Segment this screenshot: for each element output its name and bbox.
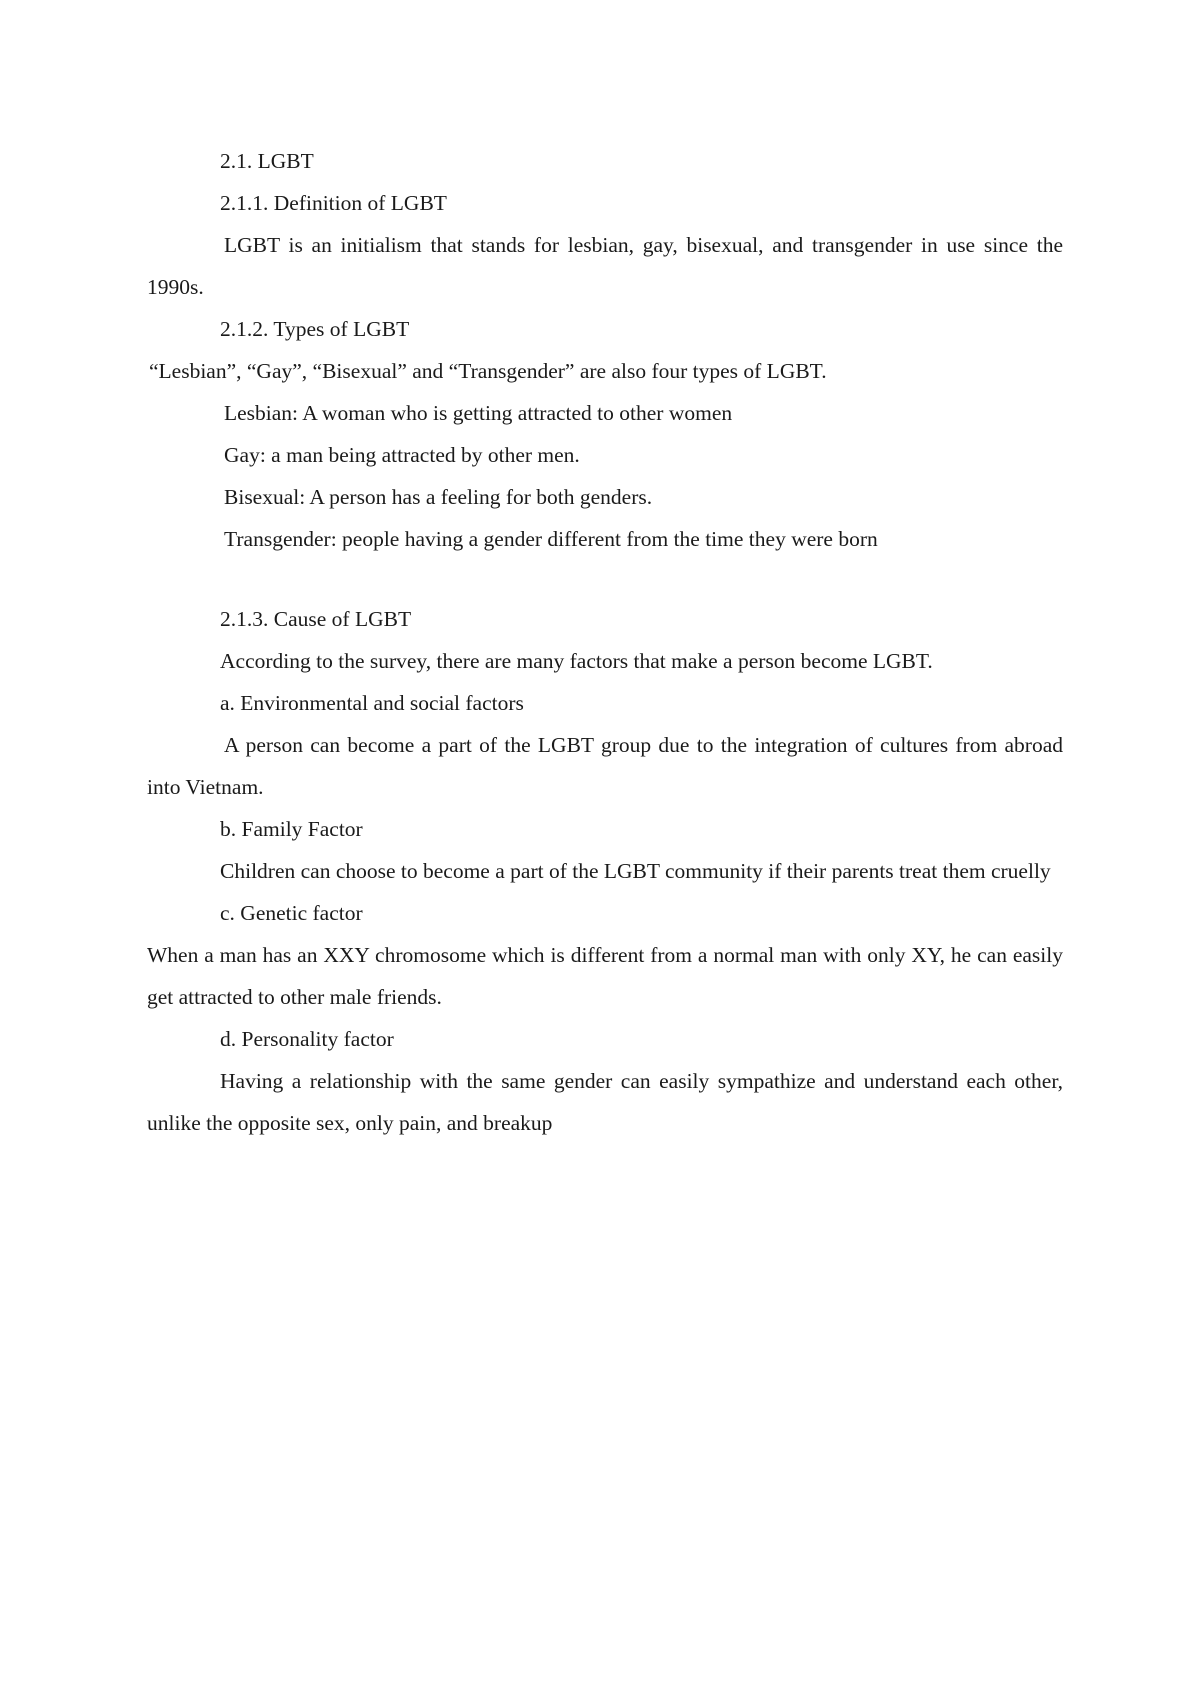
definition-heading: 2.1.1. Definition of LGBT <box>220 191 447 215</box>
document-body <box>147 140 1063 1144</box>
definition-paragraph: LGBT is an initialism that stands for lesbian, gay, bisexual, and transgender in use since the 1990s. <box>147 233 1063 299</box>
factor-d-title: d. Personality factor <box>220 1027 394 1051</box>
factor-c-title: c. Genetic factor <box>220 901 363 925</box>
types-item-gay: Gay: a man being attracted by other men. <box>224 443 580 467</box>
factor-a-text: A person can become a part of the LGBT group due to the integration of cultures from abroad into Vietnam. <box>147 733 1063 799</box>
factor-b-title: b. Family Factor <box>220 817 363 841</box>
factor-d-text: Having a relationship with the same gender can easily sympathize and understand each other, unlike the opposite sex, only pain, and breakup <box>147 1069 1063 1135</box>
types-heading: 2.1.2. Types of LGBT <box>220 317 410 341</box>
types-item-transgender: Transgender: people having a gender different from the time they were born <box>224 527 878 551</box>
types-item-lesbian: Lesbian: A woman who is getting attracted to other women <box>224 401 733 425</box>
types-intro: “Lesbian”, “Gay”, “Bisexual” and “Transgender” are also four types of LGBT. <box>149 359 827 383</box>
paragraph-spacer <box>147 560 1063 598</box>
factor-c-text: When a man has an XXY chromosome which is different from a normal man with only XY, he can easily get attracted to other male friends. <box>147 943 1063 1009</box>
types-item-bisexual: Bisexual: A person has a feeling for both genders. <box>224 485 653 509</box>
cause-heading: 2.1.3. Cause of LGBT <box>220 607 412 631</box>
factor-b-text: Children can choose to become a part of the LGBT community if their parents treat them cruelly <box>220 859 1051 883</box>
section-heading: 2.1. LGBT <box>220 149 314 173</box>
cause-intro: According to the survey, there are many factors that make a person become LGBT. <box>220 649 933 673</box>
factor-a-title: a. Environmental and social factors <box>220 691 524 715</box>
